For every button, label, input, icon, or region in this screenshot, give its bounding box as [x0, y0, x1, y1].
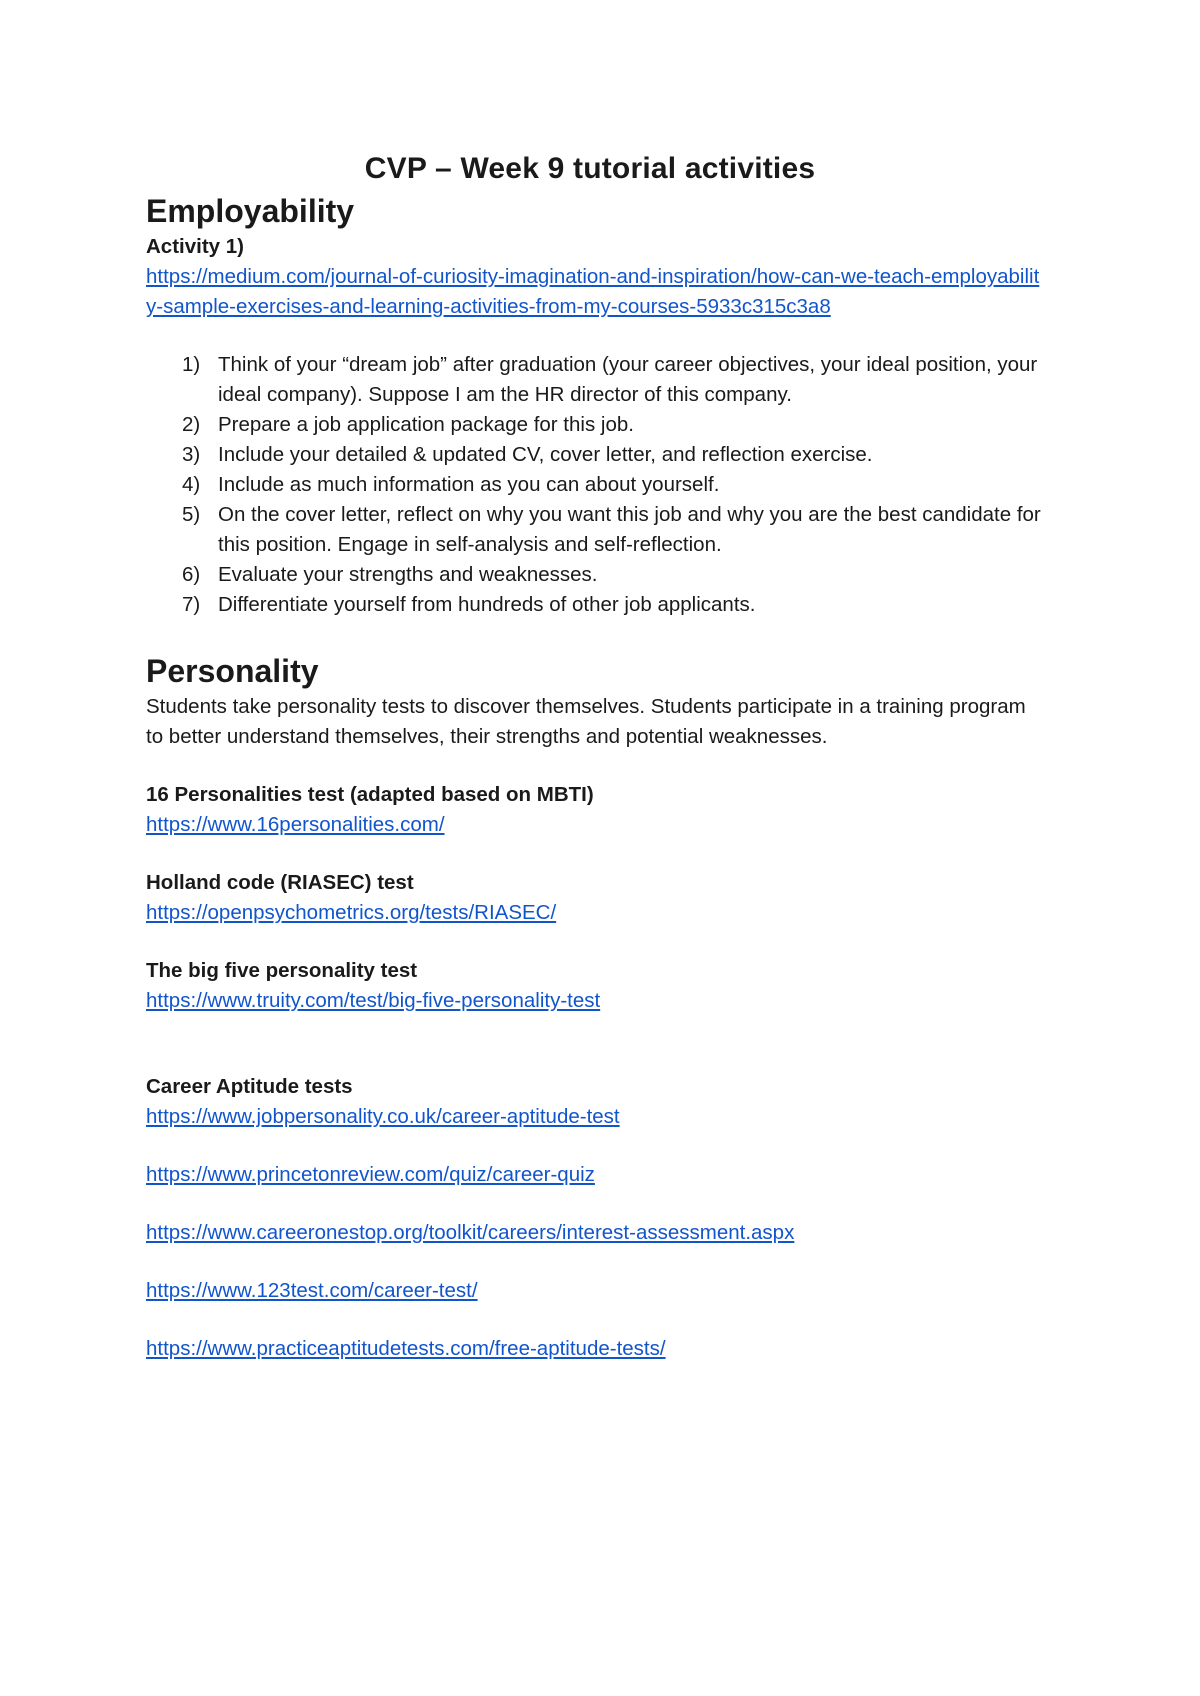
- list-item-text: Include your detailed & updated CV, cover letter, and reflection exercise.: [218, 443, 873, 466]
- list-number: 5): [182, 503, 201, 526]
- task-list: [146, 350, 1046, 620]
- list-item-text: Evaluate your strengths and weaknesses.: [218, 563, 598, 586]
- list-item-text: Think of your “dream job” after graduation (your career objectives, your ideal position, your ideal company). Suppose I am the HR director of this company.: [218, 353, 1038, 406]
- list-number: 3): [182, 443, 201, 466]
- list-number: 7): [182, 593, 201, 616]
- document-body: [146, 148, 1046, 1364]
- list-item: [146, 440, 1046, 470]
- list-item: [146, 500, 1046, 560]
- list-item-text: On the cover letter, reflect on why you want this job and why you are the best candidate for this position. Engage in self-analysis and self-reflection.: [218, 503, 1041, 556]
- personality-section: [146, 650, 1046, 1016]
- list-item-text: Prepare a job application package for this job.: [218, 413, 634, 436]
- personality-heading: Personality: [146, 653, 319, 689]
- test-name-big-five: The big five personality test: [146, 959, 418, 982]
- link-riasec[interactable]: https://openpsychometrics.org/tests/RIASEC/: [146, 901, 557, 924]
- career-aptitude-heading: Career Aptitude tests: [146, 1075, 353, 1098]
- employability-section: [146, 190, 1046, 620]
- link-practiceaptitudetests[interactable]: https://www.practiceaptitudetests.com/free-aptitude-tests/: [146, 1337, 666, 1360]
- list-number: 6): [182, 563, 201, 586]
- list-item: [146, 560, 1046, 590]
- list-item: [146, 470, 1046, 500]
- personality-intro: Students take personality tests to discover themselves. Students participate in a training program to better understand themselves, their strengths and potential weaknesses.: [146, 695, 1026, 748]
- list-number: 4): [182, 473, 201, 496]
- test-name-16personalities: 16 Personalities test (adapted based on MBTI): [146, 783, 594, 806]
- link-princetonreview[interactable]: https://www.princetonreview.com/quiz/career-quiz: [146, 1163, 595, 1186]
- link-careeronestop[interactable]: https://www.careeronestop.org/toolkit/careers/interest-assessment.aspx: [146, 1221, 795, 1244]
- list-item: [146, 590, 1046, 620]
- medium-article-link[interactable]: https://medium.com/journal-of-curiosity-imagination-and-inspiration/how-can-we-teach-employability-sample-exercises-and-learning-activities-from-my-courses-5933c315c3a8: [146, 265, 1040, 318]
- list-number: 2): [182, 413, 201, 436]
- activity-label: Activity 1): [146, 235, 244, 258]
- document-title: CVP – Week 9 tutorial activities: [364, 152, 816, 185]
- link-16personalities[interactable]: https://www.16personalities.com/: [146, 813, 445, 836]
- list-item-text: Include as much information as you can about yourself.: [218, 473, 720, 496]
- test-name-riasec: Holland code (RIASEC) test: [146, 871, 414, 894]
- list-item: [146, 410, 1046, 440]
- link-jobpersonality[interactable]: https://www.jobpersonality.co.uk/career-aptitude-test: [146, 1105, 620, 1128]
- link-123test[interactable]: https://www.123test.com/career-test/: [146, 1279, 478, 1302]
- employability-heading: Employability: [146, 193, 355, 229]
- list-number: 1): [182, 353, 201, 376]
- career-aptitude-section: [146, 1072, 1046, 1364]
- list-item: [146, 350, 1046, 410]
- list-item-text: Differentiate yourself from hundreds of other job applicants.: [218, 593, 756, 616]
- link-big-five[interactable]: https://www.truity.com/test/big-five-personality-test: [146, 989, 601, 1012]
